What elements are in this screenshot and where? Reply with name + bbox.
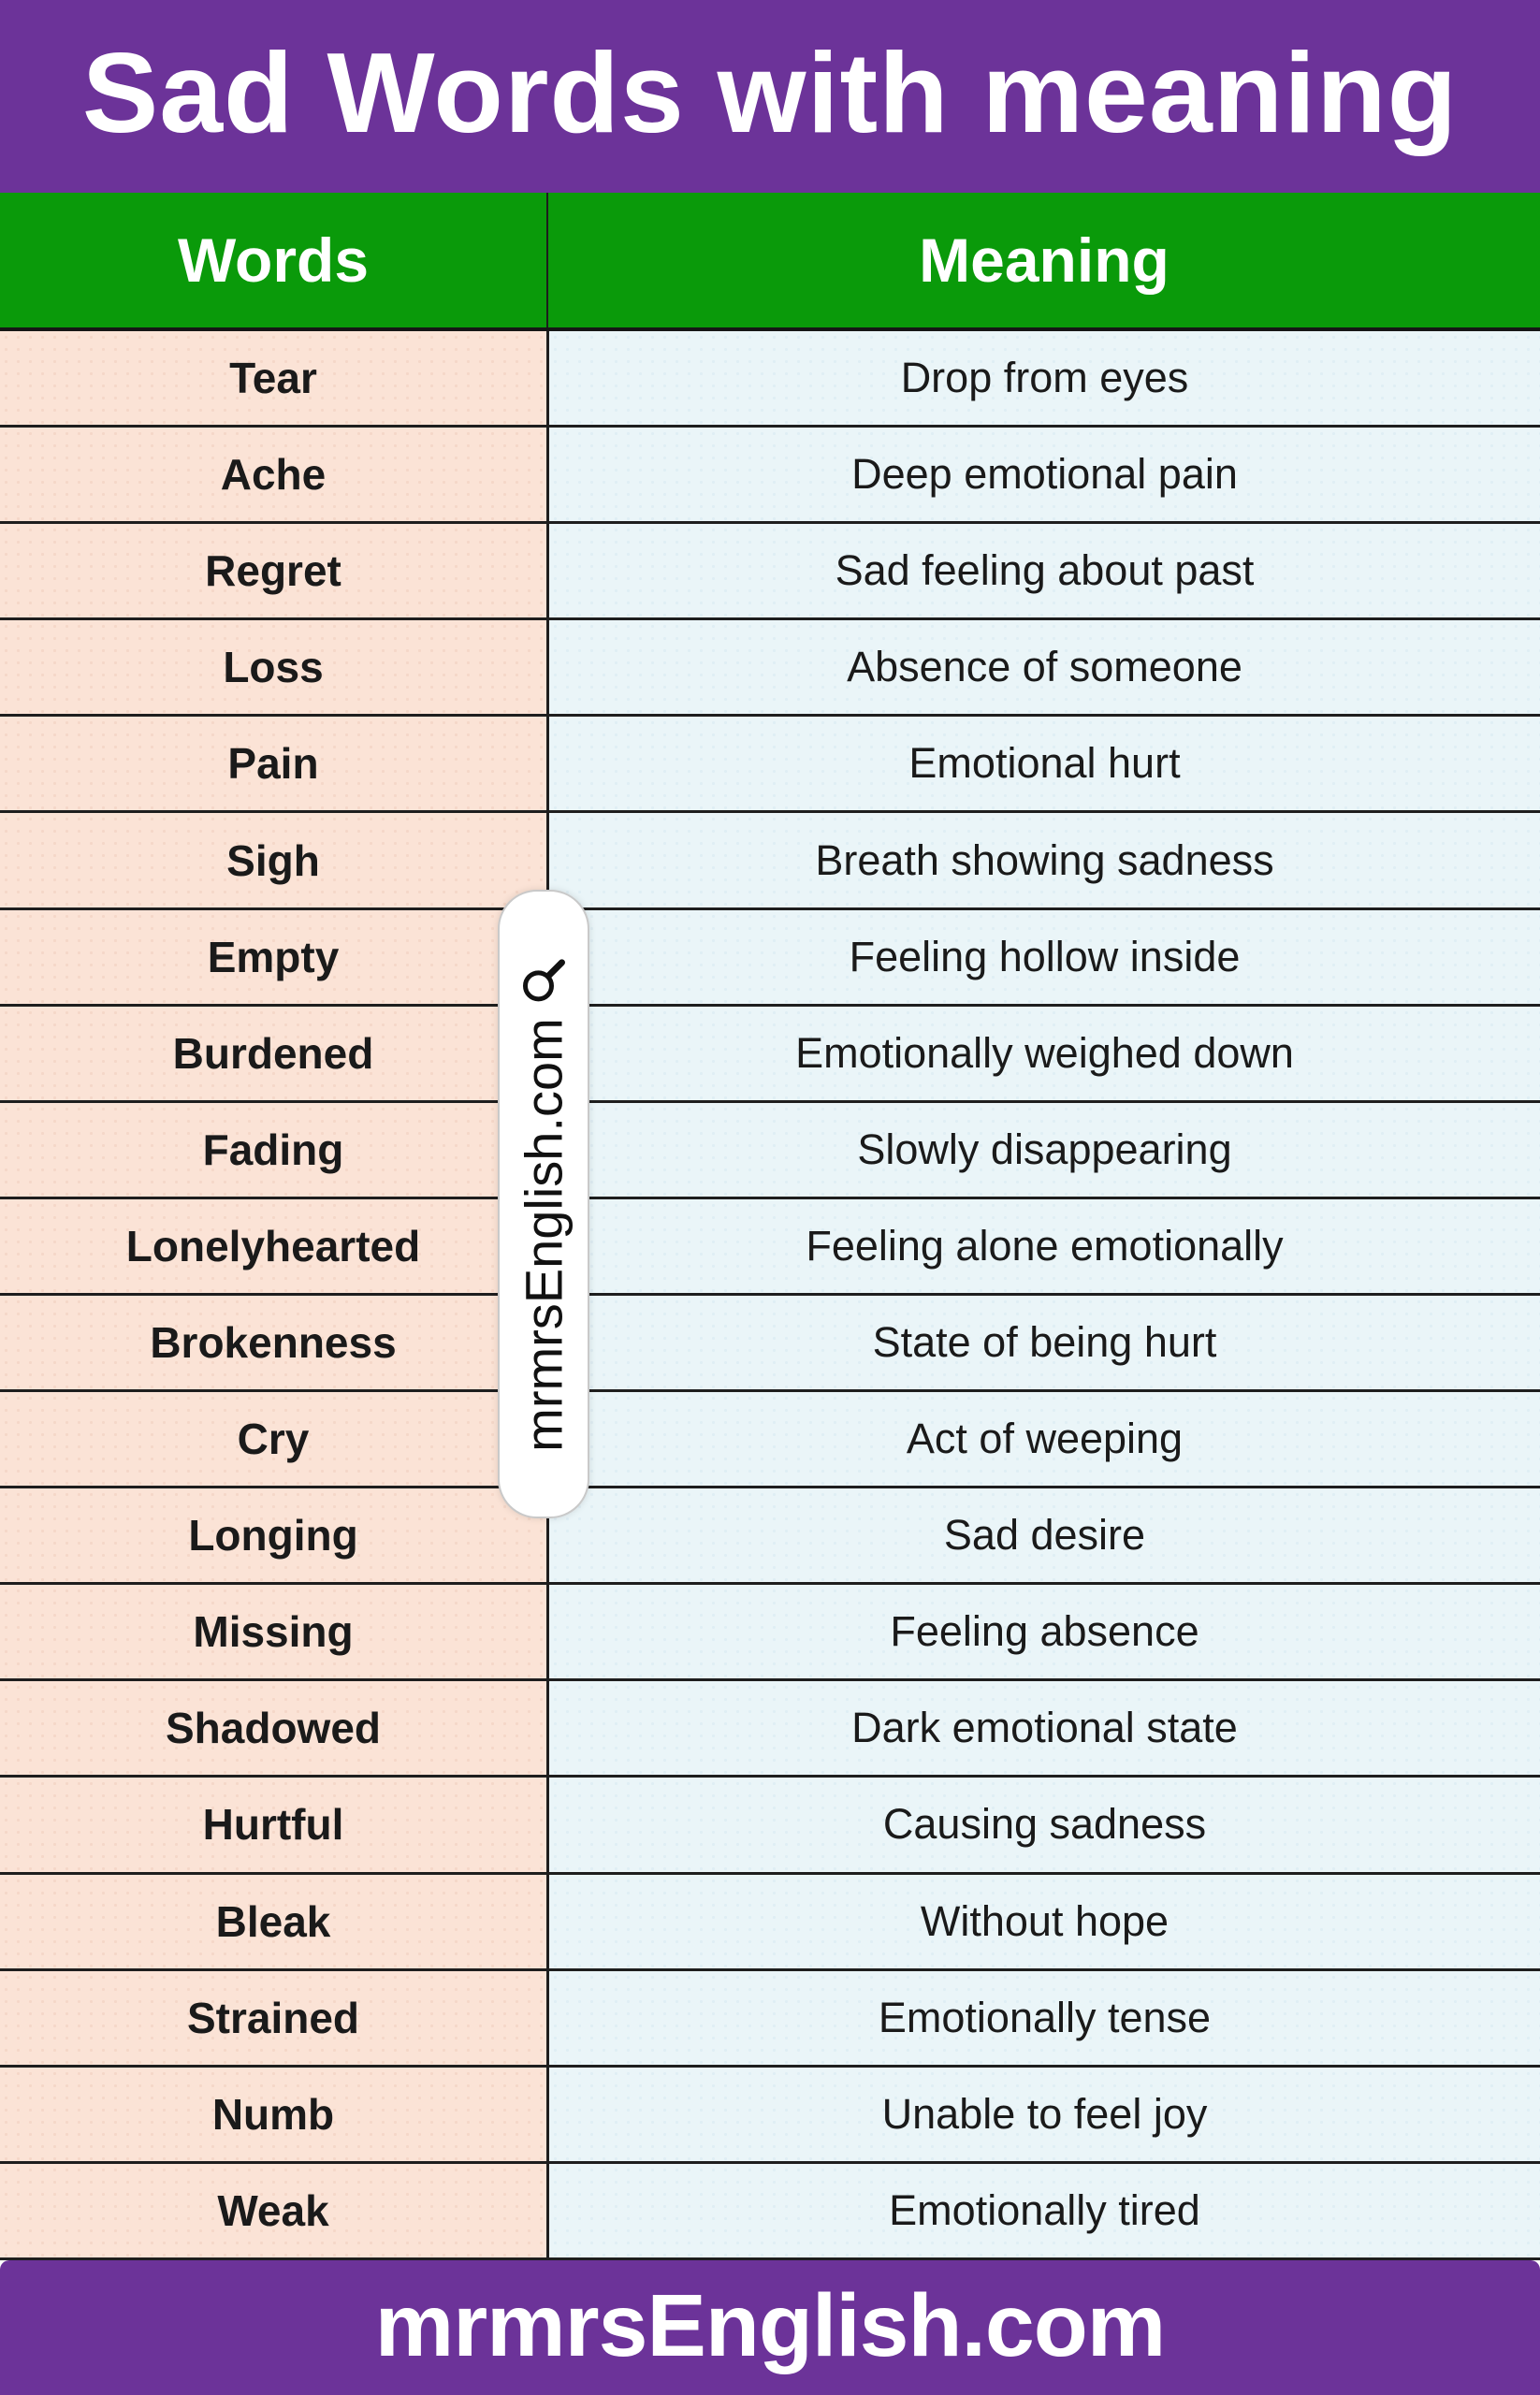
- table-row: [0, 428, 1540, 524]
- table-row: [0, 620, 1540, 717]
- word-cell: Fading: [0, 1103, 549, 1197]
- table-row: [0, 1971, 1540, 2068]
- column-header-meaning: Meaning: [919, 225, 1170, 295]
- word-cell: Pain: [0, 717, 549, 810]
- word-cell: Bleak: [0, 1875, 549, 1968]
- word-cell: Shadowed: [0, 1681, 549, 1775]
- word-cell: Sigh: [0, 813, 549, 907]
- footer-site-name: mrmrsEnglish.com: [374, 2275, 1166, 2375]
- meaning-cell: Deep emotional pain: [549, 428, 1540, 521]
- table-header-row: [0, 193, 1540, 331]
- table-row: [0, 1778, 1540, 1874]
- meaning-cell: Emotional hurt: [549, 717, 1540, 810]
- table-row: [0, 813, 1540, 909]
- meaning-cell: Feeling absence: [549, 1585, 1540, 1678]
- table-row: [0, 2164, 1540, 2260]
- table-row: [0, 1681, 1540, 1778]
- table-row: [0, 1875, 1540, 1971]
- word-cell: Hurtful: [0, 1778, 549, 1871]
- word-cell: Strained: [0, 1971, 549, 2065]
- table-row: [0, 524, 1540, 620]
- word-cell: Tear: [0, 331, 549, 425]
- meaning-cell: Act of weeping: [549, 1392, 1540, 1486]
- meaning-cell: Emotionally tired: [549, 2164, 1540, 2257]
- word-cell: Longing: [0, 1488, 549, 1582]
- word-cell: Regret: [0, 524, 549, 617]
- word-cell: Loss: [0, 620, 549, 714]
- table-row: [0, 1007, 1540, 1103]
- meaning-cell: State of being hurt: [549, 1296, 1540, 1389]
- meaning-cell: Unable to feel joy: [549, 2068, 1540, 2161]
- table-row: [0, 1488, 1540, 1585]
- table-row: [0, 1392, 1540, 1488]
- table-row: [0, 910, 1540, 1007]
- meaning-cell: Emotionally tense: [549, 1971, 1540, 2065]
- column-header-words: Words: [0, 193, 548, 327]
- table-row: [0, 1585, 1540, 1681]
- title-banner: [0, 0, 1540, 193]
- word-cell: Cry: [0, 1392, 549, 1486]
- meaning-cell: Breath showing sadness: [549, 813, 1540, 907]
- magnifier-icon: [519, 956, 568, 1005]
- table-row: [0, 717, 1540, 813]
- word-cell: Brokenness: [0, 1296, 549, 1389]
- meaning-cell: Sad feeling about past: [549, 524, 1540, 617]
- meaning-cell: Emotionally weighed down: [549, 1007, 1540, 1100]
- watermark-pill: [498, 890, 589, 1518]
- meaning-cell: Without hope: [549, 1875, 1540, 1968]
- meaning-cell: Causing sadness: [549, 1778, 1540, 1871]
- word-cell: Numb: [0, 2068, 549, 2161]
- word-cell: Ache: [0, 428, 549, 521]
- table-body: [0, 331, 1540, 2260]
- meaning-cell: Feeling hollow inside: [549, 910, 1540, 1004]
- word-cell: Missing: [0, 1585, 549, 1678]
- table-row: [0, 1103, 1540, 1199]
- meaning-cell: Feeling alone emotionally: [549, 1199, 1540, 1293]
- table-row: [0, 2068, 1540, 2164]
- word-cell: Empty: [0, 910, 549, 1004]
- page-title: Sad Words with meaning: [81, 29, 1459, 156]
- word-cell: Burdened: [0, 1007, 549, 1100]
- table-row: [0, 331, 1540, 428]
- meaning-cell: Slowly disappearing: [549, 1103, 1540, 1197]
- meaning-cell: Drop from eyes: [549, 331, 1540, 425]
- watermark-text: mrmrsEnglish.com: [514, 1018, 574, 1452]
- footer-banner: [0, 2260, 1540, 2395]
- meaning-cell: Absence of someone: [549, 620, 1540, 714]
- word-cell: Lonelyhearted: [0, 1199, 549, 1293]
- table-row: [0, 1199, 1540, 1296]
- meaning-cell: Sad desire: [549, 1488, 1540, 1582]
- word-cell: Weak: [0, 2164, 549, 2257]
- meaning-cell: Dark emotional state: [549, 1681, 1540, 1775]
- table-row: [0, 1296, 1540, 1392]
